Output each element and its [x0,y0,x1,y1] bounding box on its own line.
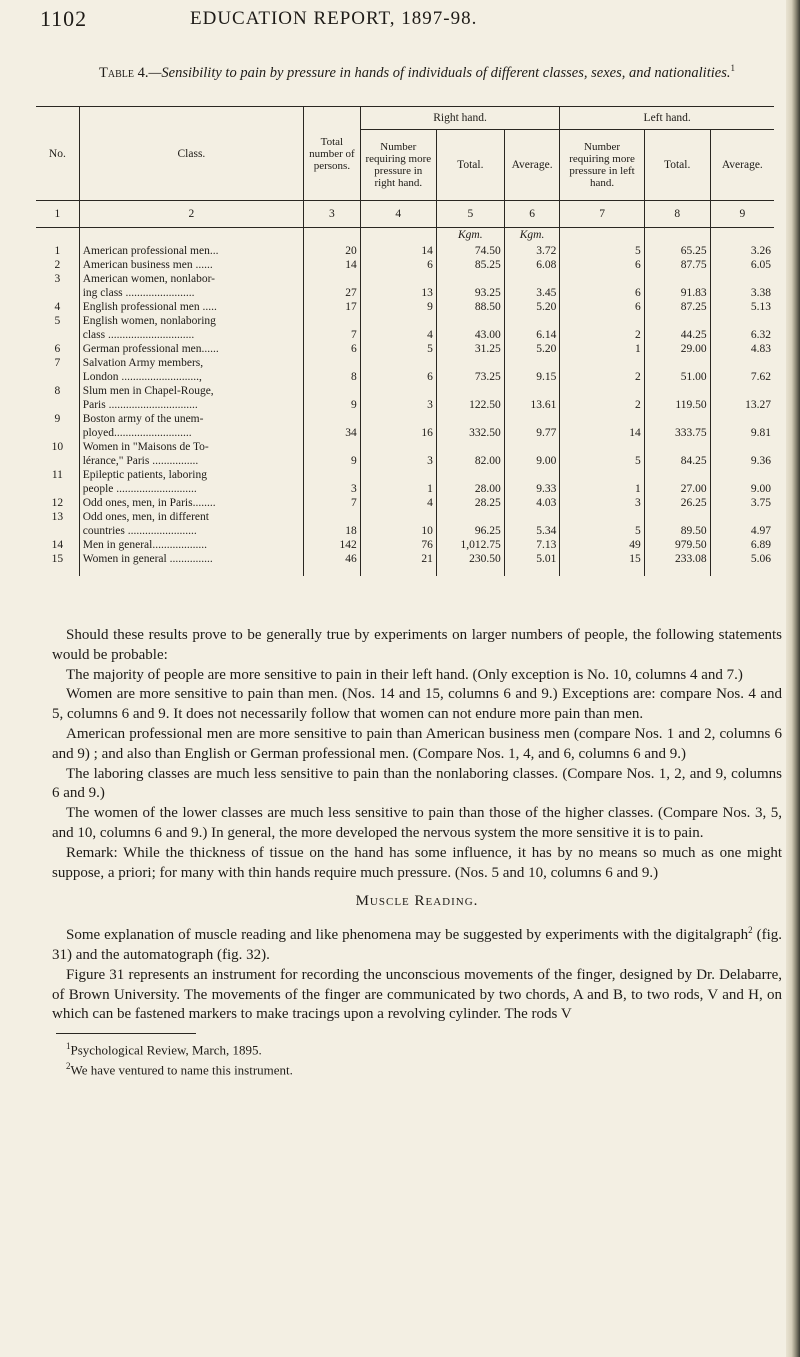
footnote-text: We have ventured to name this instrument. [70,1062,293,1078]
cell-left-average: 3.26 [750,245,771,257]
table-caption-text: —Sensibility to pain by pressure in hands of individuals of different classes, sexes, and nationalities. [148,64,731,81]
cell-right-average: 5.34 [504,524,560,538]
cell-left-number: 6 [560,286,644,300]
cell-right-total [436,510,504,524]
cell-right-total: 93.25 [436,286,504,300]
cell-right-average: 4.03 [504,496,560,510]
cell-left-total [644,384,710,398]
paragraph-text: Some explanation of muscle reading and like phenomena may be suggested by experiments with the digitalgraph [66,927,749,944]
cell-right-average [504,356,560,370]
cell-right-total: 1,012.75 [436,538,504,552]
paragraph: The laboring classes are much less sensitive to pain than the nonlaboring classes. (Compare Nos. 1, 2, and 9, columns 6 and 9.) [52,765,782,802]
cell-left-number: 5 [560,454,644,468]
table-row [36,356,774,370]
cell-right-total: 74.50 [436,244,504,258]
cell-left-number: 2 [560,370,644,384]
column-number: 6 [504,201,560,228]
cell-left-number: 6 [560,300,644,314]
cell-left-average: 4.97 [750,525,771,537]
row-class: ing class ........................ [79,286,303,300]
cell-left-number: 5 [560,524,644,538]
cell-left-total [644,314,710,328]
cell-right-number: 21 [360,552,436,566]
cell-total-persons: 6 [304,342,361,356]
paragraph [52,921,782,966]
cell-left-number [560,356,644,370]
page-number: 1102 [40,6,88,31]
table-row [36,328,774,342]
column-number: 9 [710,201,774,228]
row-class: Women in general ............... [79,552,303,566]
table-row [36,538,774,552]
cell-right-number [360,440,436,454]
cell-right-total [436,272,504,286]
cell-left-total: 27.00 [644,482,710,496]
row-class: Epileptic patients, laboring [79,468,303,482]
paragraph: Should these results prove to be generally true by experiments on larger numbers of people, the following statements would be probable: [52,627,782,663]
cell-left-number [560,412,644,426]
cell-left-average: 5.06 [750,553,771,565]
row-number: 4 [36,300,79,314]
paragraph: American professional men are more sensitive to pain than American business men (compare Nos. 1 and 2, columns 6 and 9) ; and also than English or German professional men. (Compare Nos. 1, 4, and 6, columns 6 and 9.) [52,725,782,762]
cell-left-average [710,314,774,328]
cell-right-average [504,510,560,524]
paragraph: Remark: While the thickness of tissue on the hand has some influence, it has by no means so much as one might suppose, a priori; for many with thin hands require much pressure. (Nos. 5 and 10, columns 6 and 9.) [52,844,782,881]
row-number [36,454,79,468]
cell-right-number: 13 [360,286,436,300]
table-row [36,468,774,482]
cell-right-number: 3 [360,454,436,468]
cell-left-total: 87.25 [644,300,710,314]
cell-left-number: 5 [560,244,644,258]
cell-left-average: 6.89 [750,539,771,551]
cell-left-total [644,356,710,370]
cell-right-average [504,412,560,426]
table-row [36,496,774,510]
cell-left-average [710,412,774,426]
cell-left-average [710,384,774,398]
cell-right-number [360,384,436,398]
table-row [36,314,774,328]
table-row [36,244,774,258]
cell-total-persons [304,412,361,426]
row-number: 1 [36,244,79,258]
row-number: 2 [36,258,79,272]
cell-left-average [710,440,774,454]
cell-left-average: 7.62 [750,371,771,383]
cell-right-total [436,468,504,482]
cell-left-number [560,510,644,524]
column-number: 1 [36,201,79,228]
cell-right-number: 16 [360,426,436,440]
row-class: lérance," Paris ................ [79,454,303,468]
cell-right-total: 332.50 [436,426,504,440]
header-right-total: Total. [436,130,504,201]
cell-right-average: 5.20 [504,342,560,356]
cell-right-number: 1 [360,482,436,496]
cell-left-average: 9.00 [750,483,771,495]
row-class: German professional men...... [79,342,303,356]
header-left-total: Total. [644,130,710,201]
cell-left-total [644,510,710,524]
footnote-text: Psychological Review, March, 1895. [70,1042,262,1058]
pain-sensibility-table [36,106,774,576]
cell-total-persons: 46 [304,552,361,566]
cell-left-number: 1 [560,482,644,496]
footnote-ref: 2 [748,925,753,936]
table-row [36,286,774,300]
cell-total-persons: 34 [304,426,361,440]
cell-total-persons [304,510,361,524]
cell-left-average [710,510,774,524]
cell-right-total: 28.25 [436,496,504,510]
table-row [36,272,774,286]
cell-right-number [360,412,436,426]
column-number: 3 [304,201,361,228]
cell-left-average: 6.32 [750,329,771,341]
table-row [36,300,774,314]
table-row [36,342,774,356]
cell-left-total: 979.50 [644,538,710,552]
cell-left-number [560,440,644,454]
table-row [36,370,774,384]
cell-right-number: 6 [360,258,436,272]
table-row [36,510,774,524]
cell-total-persons: 9 [304,398,361,412]
row-number: 5 [36,314,79,328]
cell-right-average: 9.33 [504,482,560,496]
row-class: Odd ones, men, in different [79,510,303,524]
cell-left-number: 14 [560,426,644,440]
cell-right-number: 76 [360,538,436,552]
cell-left-average: 5.13 [750,301,771,313]
row-class: ployed........................... [79,426,303,440]
row-class: American professional men... [79,244,303,258]
cell-right-average: 6.08 [504,258,560,272]
section-heading: Muscle Reading. [355,893,479,910]
cell-right-total: 43.00 [436,328,504,342]
table-row [36,440,774,454]
cell-left-average: 6.05 [750,259,771,271]
table-caption [52,60,782,82]
paragraph: Figure 31 represents an instrument for recording the unconscious movements of the finger, designed by Dr. Delabarre, of Brown University. The movements of the finger are communicated by two chords, A and B, to two rods, V and H, on which can be fastened markers to make tracings upon a revolving cylinder. The rods V [52,966,782,1023]
row-class: countries ........................ [79,524,303,538]
cell-total-persons: 20 [304,244,361,258]
cell-left-total: 84.25 [644,454,710,468]
cell-right-number [360,272,436,286]
header-num-requiring-right: Number requiring more pressure in right hand. [360,130,436,201]
column-number: 4 [360,201,436,228]
cell-right-total: 230.50 [436,552,504,566]
row-number [36,482,79,496]
row-number: 11 [36,468,79,482]
cell-left-number: 1 [560,342,644,356]
cell-total-persons [304,272,361,286]
cell-right-total [436,384,504,398]
unit-row [36,228,774,245]
row-class: Paris ............................... [79,398,303,412]
cell-total-persons: 9 [304,454,361,468]
cell-right-average [504,272,560,286]
cell-right-total: 85.25 [436,258,504,272]
paragraph-list [52,626,782,883]
cell-left-average [710,356,774,370]
page-header [40,6,780,36]
row-number [36,328,79,342]
cell-left-total: 89.50 [644,524,710,538]
row-number: 9 [36,412,79,426]
cell-left-total: 233.08 [644,552,710,566]
cell-left-average: 3.38 [750,287,771,299]
row-class: English women, nonlaboring [79,314,303,328]
cell-left-number [560,272,644,286]
cell-left-average [710,272,774,286]
cell-right-average [504,384,560,398]
cell-right-average: 6.14 [504,328,560,342]
cell-right-number [360,314,436,328]
table-bottom-spacer [36,566,774,576]
cell-left-number: 3 [560,496,644,510]
cell-right-total: 28.00 [436,482,504,496]
table-body [36,228,774,577]
cell-total-persons [304,384,361,398]
row-number: 8 [36,384,79,398]
cell-total-persons: 18 [304,524,361,538]
cell-total-persons: 27 [304,286,361,300]
cell-total-persons: 8 [304,370,361,384]
cell-left-total [644,440,710,454]
cell-total-persons [304,314,361,328]
cell-right-total: 73.25 [436,370,504,384]
row-class: Slum men in Chapel-Rouge, [79,384,303,398]
cell-left-total: 119.50 [644,398,710,412]
cell-right-total: 82.00 [436,454,504,468]
cell-left-average: 3.75 [750,497,771,509]
cell-left-number: 2 [560,398,644,412]
cell-total-persons [304,468,361,482]
cell-left-average: 9.81 [750,427,771,439]
cell-left-number [560,314,644,328]
cell-right-average: 9.00 [504,454,560,468]
cell-left-total: 333.75 [644,426,710,440]
cell-left-number [560,384,644,398]
cell-right-total [436,412,504,426]
header-total-persons: Total number of persons. [304,107,361,201]
row-number [36,524,79,538]
header-right-hand: Right hand. [360,107,560,130]
cell-right-number [360,356,436,370]
row-number: 14 [36,538,79,552]
row-number: 3 [36,272,79,286]
cell-right-average: 13.61 [504,398,560,412]
cell-left-number [560,468,644,482]
paragraph: Women are more sensitive to pain than men. (Nos. 14 and 15, columns 6 and 9.) Exceptions are: compare Nos. 4 and 5, columns 6 and 9. It does not necessarily follow that women can not endure more pain than men. [52,686,782,723]
row-class: Salvation Army members, [79,356,303,370]
row-class: Men in general................... [79,538,303,552]
row-class: class .............................. [79,328,303,342]
cell-total-persons [304,440,361,454]
table-row [36,454,774,468]
table-row [36,258,774,272]
cell-right-number: 10 [360,524,436,538]
cell-total-persons [304,356,361,370]
row-number [36,370,79,384]
column-number-row [36,201,774,228]
cell-right-average: 9.77 [504,426,560,440]
cell-right-total: 122.50 [436,398,504,412]
cell-left-total [644,272,710,286]
column-number: 8 [644,201,710,228]
cell-total-persons: 17 [304,300,361,314]
row-number: 10 [36,440,79,454]
cell-right-total: 96.25 [436,524,504,538]
cell-right-average: 7.13 [504,538,560,552]
cell-left-total: 91.83 [644,286,710,300]
row-number: 12 [36,496,79,510]
cell-left-average: 13.27 [745,399,771,411]
cell-left-total: 65.25 [644,244,710,258]
cell-left-number: 49 [560,538,644,552]
row-class: Odd ones, men, in Paris........ [79,496,303,510]
column-number: 7 [560,201,644,228]
table-row [36,412,774,426]
table-row [36,552,774,566]
row-class: American women, nonlabor- [79,272,303,286]
cell-left-total: 44.25 [644,328,710,342]
footnote-mark: 2 [66,1061,71,1072]
header-no: No. [36,107,79,201]
column-number: 2 [79,201,303,228]
running-title: EDUCATION REPORT, 1897-98. [190,8,478,29]
cell-right-number: 6 [360,370,436,384]
cell-right-number: 3 [360,398,436,412]
row-number [36,426,79,440]
cell-total-persons: 7 [304,496,361,510]
cell-right-average: 9.15 [504,370,560,384]
row-class: London ..........................., [79,370,303,384]
paragraph-text: (fig. 31) and the automatograph (fig. 32). [52,927,782,963]
header-left-hand: Left hand. [560,107,774,130]
footnote [52,1038,782,1058]
cell-left-total: 51.00 [644,370,710,384]
table-row [36,524,774,538]
table-caption-lead: Table 4. [99,64,149,81]
header-num-requiring-left: Number requiring more pressure in left hand. [560,130,644,201]
footnote-mark: 1 [66,1041,71,1052]
cell-right-average: 5.20 [504,300,560,314]
cell-right-average: 5.01 [504,552,560,566]
table-caption-footnote-ref: 1 [730,63,735,73]
cell-right-total: 88.50 [436,300,504,314]
cell-right-average: 3.45 [504,286,560,300]
header-left-average: Average. [721,159,763,171]
cell-left-average: 9.36 [750,455,771,467]
cell-right-total [436,440,504,454]
row-class: Women in "Maisons de To- [79,440,303,454]
footnotes [52,1038,782,1079]
cell-right-average [504,440,560,454]
cell-total-persons: 14 [304,258,361,272]
paragraph: The women of the lower classes are much less sensitive to pain than those of the higher classes. (Compare Nos. 3, 5, and 10, columns 6 and 9.) In general, the more developed the nervous system the more sensitive it is to pain. [52,805,782,841]
cell-right-number: 4 [360,328,436,342]
row-number [36,398,79,412]
row-class: Boston army of the unem- [79,412,303,426]
unit-label-right-average: Kgm. [504,228,560,245]
cell-left-number: 15 [560,552,644,566]
table-row [36,384,774,398]
row-number [36,286,79,300]
cell-right-total [436,314,504,328]
cell-right-number: 14 [360,244,436,258]
footnote [52,1058,782,1078]
unit-label-right-total: Kgm. [436,228,504,245]
body-text [52,626,782,1079]
cell-left-total: 87.75 [644,258,710,272]
table-row [36,398,774,412]
cell-left-total [644,468,710,482]
row-class: English professional men ..... [79,300,303,314]
column-number: 5 [436,201,504,228]
cell-right-average [504,314,560,328]
cell-right-average: 3.72 [504,244,560,258]
cell-left-number: 2 [560,328,644,342]
cell-right-number: 4 [360,496,436,510]
cell-right-average [504,468,560,482]
cell-left-total: 29.00 [644,342,710,356]
footnote-divider [56,1033,196,1034]
cell-left-total: 26.25 [644,496,710,510]
cell-total-persons: 7 [304,328,361,342]
cell-left-number: 6 [560,258,644,272]
cell-right-number: 9 [360,300,436,314]
cell-right-number [360,468,436,482]
paragraph: The majority of people are more sensitive to pain in their left hand. (Only exception is No. 10, columns 4 and 7.) [66,666,743,683]
cell-right-total: 31.25 [436,342,504,356]
header-class: Class. [79,107,303,201]
row-number: 6 [36,342,79,356]
cell-left-total [644,412,710,426]
cell-right-number: 5 [360,342,436,356]
cell-total-persons: 142 [304,538,361,552]
cell-right-number [360,510,436,524]
cell-left-average: 4.83 [750,343,771,355]
cell-left-average [710,468,774,482]
table-row [36,426,774,440]
row-number: 13 [36,510,79,524]
cell-right-total [436,356,504,370]
row-class: American business men ...... [79,258,303,272]
row-number: 15 [36,552,79,566]
table-row [36,482,774,496]
page-binding-edge [786,0,800,1357]
cell-total-persons: 3 [304,482,361,496]
row-number: 7 [36,356,79,370]
row-class: people ............................ [79,482,303,496]
header-right-average: Average. [504,130,560,201]
